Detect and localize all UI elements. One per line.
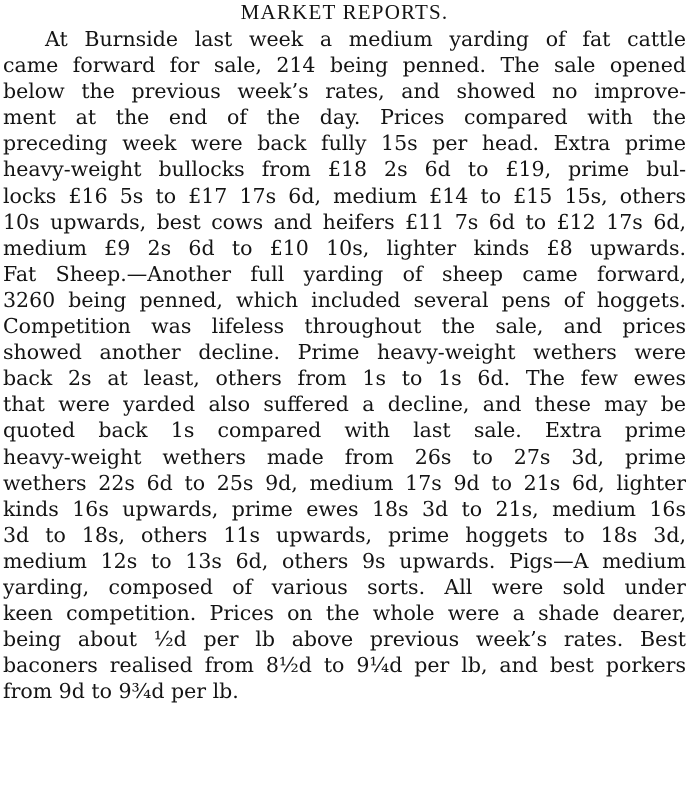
text-line: heavy-weight wethers made from 26s to 27s 3d, prime: [3, 444, 686, 469]
text-line: At Burnside last week a medium yarding of fat cattle: [45, 27, 686, 51]
text-line: ment at the end of the day. Prices compared with the: [3, 105, 686, 130]
text-line: from 9d to 9¾d per lb.: [3, 679, 239, 704]
text-line: medium 12s to 13s 6d, others 9s upwards. Pigs—A medium: [3, 548, 686, 573]
text-line: locks £16 5s to £17 17s 6d, medium £14 to £15 15s, others: [3, 183, 686, 208]
text-line: preceding week were back fully 15s per head. Extra prime: [3, 131, 686, 156]
text-line: quoted back 1s compared with last sale. Extra prime: [3, 418, 686, 443]
text-line: that were yarded also suffered a decline, and these may be: [3, 392, 686, 417]
text-line: below the previous week’s rates, and showed no improve-: [3, 79, 686, 104]
text-line: 3d to 18s, others 11s upwards, prime hoggets to 18s 3d,: [3, 522, 686, 547]
text-line: showed another decline. Prime heavy-weight wethers were: [3, 340, 686, 365]
text-line: came forward for sale, 214 being penned. The sale opened: [3, 53, 686, 78]
page-title: MARKET REPORTS.: [240, 0, 449, 24]
text-line: back 2s at least, others from 1s to 1s 6d. The few ewes: [3, 366, 686, 391]
text-line: kinds 16s upwards, prime ewes 18s 3d to 21s, medium 16s: [3, 496, 686, 521]
text-line: medium £9 2s 6d to £10 10s, lighter kinds £8 upwards.: [3, 235, 686, 260]
text-line: baconers realised from 8½d to 9¼d per lb, and best porkers: [3, 653, 686, 678]
text-line: being about ½d per lb above previous week’s rates. Best: [3, 627, 686, 652]
text-line: heavy-weight bullocks from £18 2s 6d to £19, prime bul-: [3, 157, 686, 182]
text-line: yarding, composed of various sorts. All were sold under: [3, 574, 686, 599]
article-body: [3, 26, 686, 704]
text-line: 3260 being penned, which included several pens of hoggets.: [3, 287, 686, 312]
text-line: Fat Sheep.—Another full yarding of sheep came forward,: [3, 261, 686, 286]
text-line: Competition was lifeless throughout the sale, and prices: [3, 314, 686, 339]
text-line: keen competition. Prices on the whole were a shade dearer,: [3, 601, 686, 626]
text-line: 10s upwards, best cows and heifers £11 7s 6d to £12 17s 6d,: [3, 209, 686, 234]
text-line: wethers 22s 6d to 25s 9d, medium 17s 9d to 21s 6d, lighter: [3, 470, 686, 495]
